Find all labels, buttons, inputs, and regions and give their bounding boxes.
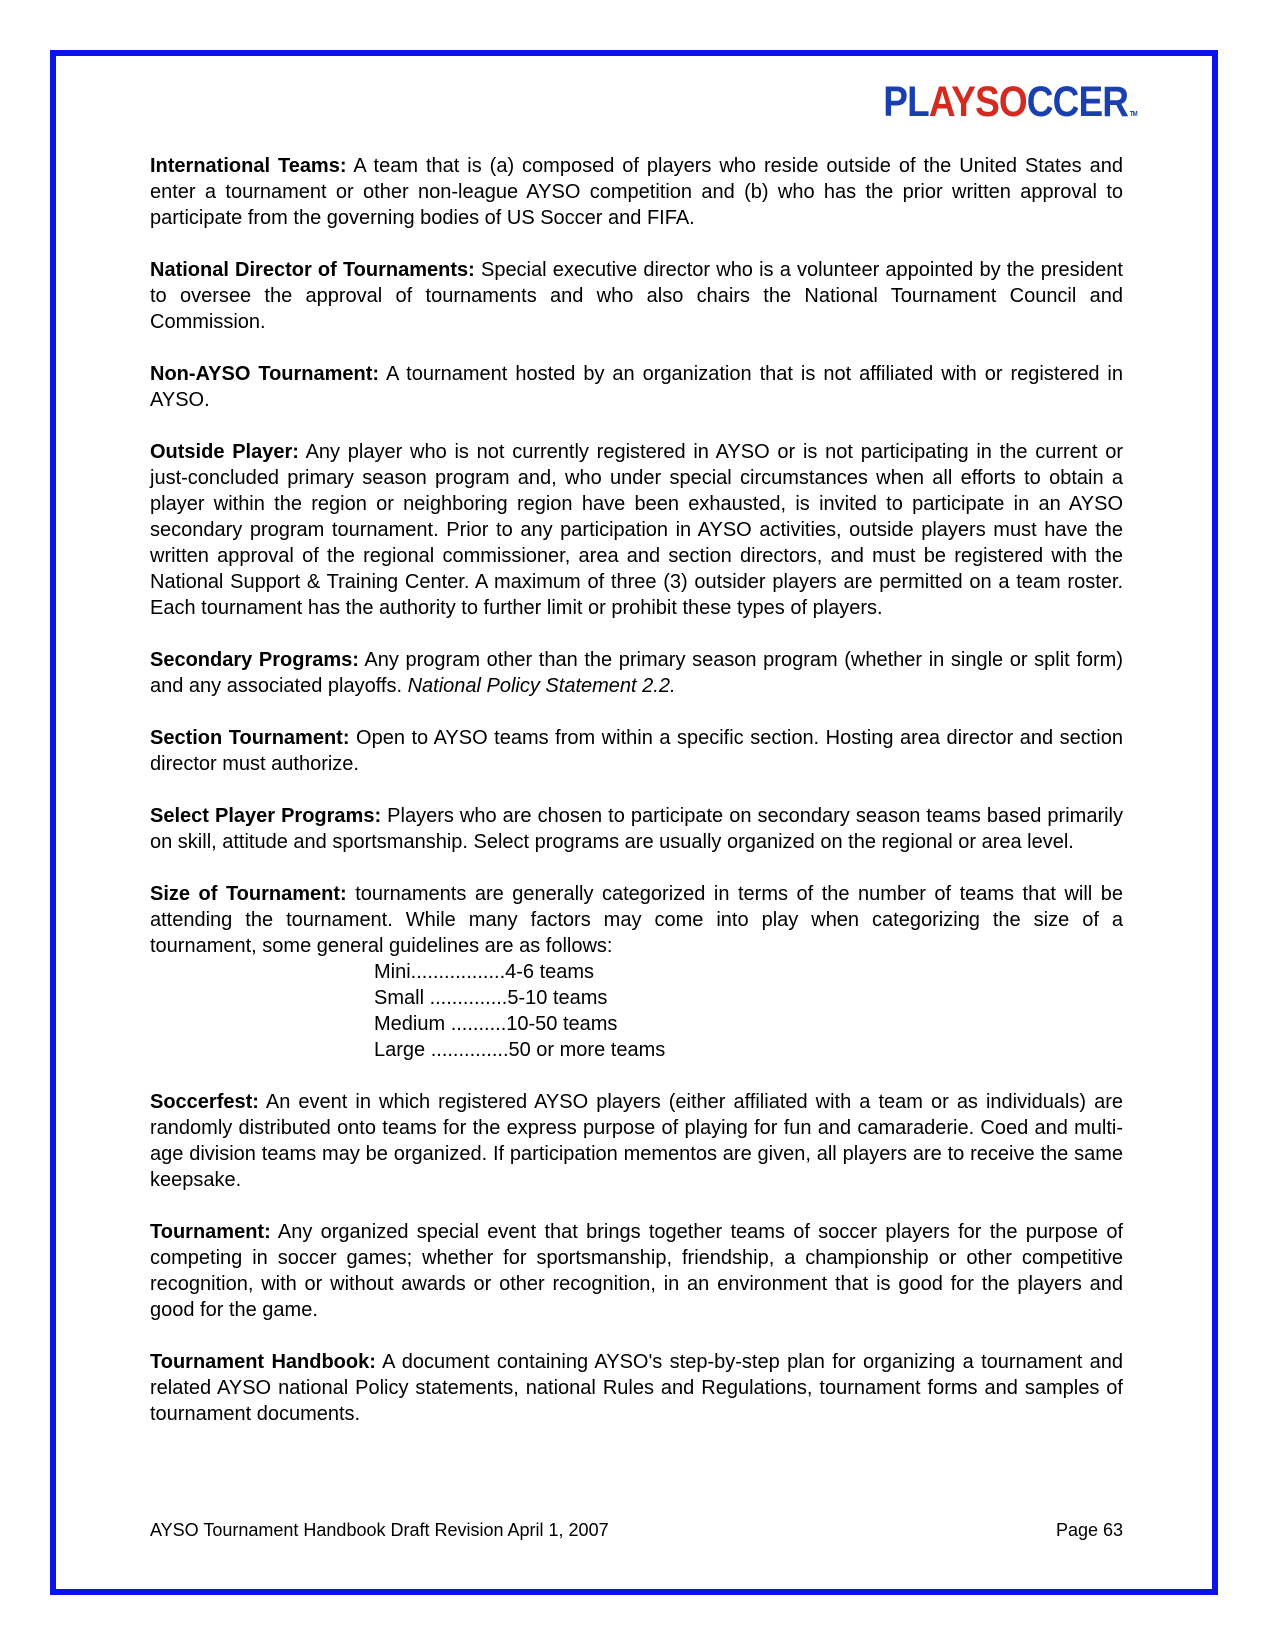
logo-part: CCER: [1026, 78, 1129, 126]
policy-reference: National Policy Statement 2.2.: [407, 675, 676, 697]
definition: A tournament hosted by an organization that is not affiliated with or registered in AYSO.: [150, 363, 1123, 411]
term: Soccerfest:: [150, 1091, 259, 1113]
logo-part: PL: [883, 78, 929, 126]
playsoccer-logo: [883, 78, 1137, 127]
entry-soccerfest: [150, 1089, 1123, 1193]
entry-national-director: [150, 257, 1123, 335]
definition: Open to AYSO teams from within a specific section. Hosting area director and section director must authorize.: [150, 727, 1123, 775]
definition: Any organized special event that brings together teams of soccer players for the purpose of competing in soccer games; whether for sportsmanship, friendship, a championship or other competitive recognition, with or without awards or other recognition, in an environment that is good for the players and good for the game.: [150, 1221, 1123, 1321]
definition: Special executive director who is a volunteer appointed by the president to oversee the approval of tournaments and who also chairs the National Tournament Council and Commission.: [150, 259, 1123, 333]
term: Select Player Programs:: [150, 805, 382, 827]
definition: Players who are chosen to participate on secondary season teams based primarily on skill, attitude and sportsmanship. Select programs are usually organized on the regional or area level.: [150, 805, 1123, 853]
entry-international-teams: [150, 153, 1123, 231]
size-large: Large ..............50 or more teams: [374, 1039, 666, 1061]
term: Section Tournament:: [150, 727, 350, 749]
entry-non-ayso-tournament: [150, 361, 1123, 413]
definition: Any player who is not currently registered in AYSO or is not participating in the current or just-concluded primary season program and, who under special circumstances when all efforts to obtain a player within the region or neighboring region have been exhausted, is invited to participate in an AYSO secondary program tournament. Prior to any participation in AYSO activities, outside players must have the written approval of the regional commissioner, area and section directors, and must be registered with the National Support & Training Center. A maximum of three (3) outsider players are permitted on a team roster. Each tournament has the authority to further limit or prohibit these types of players.: [150, 441, 1123, 619]
footer-title: AYSO Tournament Handbook Draft Revision April 1, 2007: [150, 1520, 609, 1540]
size-small: Small ..............5-10 teams: [374, 987, 608, 1009]
term: International Teams:: [150, 155, 347, 177]
term: Non-AYSO Tournament:: [150, 363, 380, 385]
size-medium: Medium ..........10-50 teams: [374, 1013, 618, 1035]
entry-select-player-programs: [150, 803, 1123, 855]
size-mini: Mini.................4-6 teams: [374, 961, 595, 983]
definition: A document containing AYSO's step-by-step plan for organizing a tournament and related AYSO national Policy statements, national Rules and Regulations, tournament forms and samples of tournament documents.: [150, 1351, 1123, 1425]
definition: An event in which registered AYSO players (either affiliated with a team or as individuals) are randomly distributed onto teams for the express purpose of playing for fun and camaraderie. Coed and multi-age division teams may be organized. If participation mementos are given, all players are to receive the same keepsake.: [150, 1091, 1123, 1191]
page-footer: [150, 1520, 1123, 1541]
entry-secondary-programs: [150, 647, 1123, 699]
entry-tournament-handbook: [150, 1349, 1123, 1427]
trademark: TM: [1130, 111, 1137, 118]
definition: A team that is (a) composed of players who reside outside of the United States and enter a tournament or other non-league AYSO competition and (b) who has the prior written approval to participate from the governing bodies of US Soccer and FIFA.: [150, 155, 1123, 229]
term: Tournament Handbook:: [150, 1351, 376, 1373]
term: Secondary Programs:: [150, 649, 359, 671]
definition: tournaments are generally categorized in terms of the number of teams that will be attending the tournament. While many factors may come into play when categorizing the size of a tournament, some general guidelines are as follows:: [150, 883, 1123, 957]
term: Outside Player:: [150, 441, 299, 463]
logo-part: AYSO: [928, 78, 1027, 126]
term: National Director of Tournaments:: [150, 259, 475, 281]
page-number: Page 63: [1055, 1520, 1123, 1540]
term: Size of Tournament:: [150, 883, 347, 905]
entry-outside-player: [150, 439, 1123, 621]
entry-tournament: [150, 1219, 1123, 1323]
term: Tournament:: [150, 1221, 271, 1243]
size-list: [150, 959, 1123, 1063]
entry-section-tournament: [150, 725, 1123, 777]
glossary: [150, 153, 1123, 1453]
definition: Any program other than the primary season program (whether in single or split form) and any associated playoffs.: [150, 649, 1124, 697]
entry-size-of-tournament: [150, 881, 1123, 1063]
